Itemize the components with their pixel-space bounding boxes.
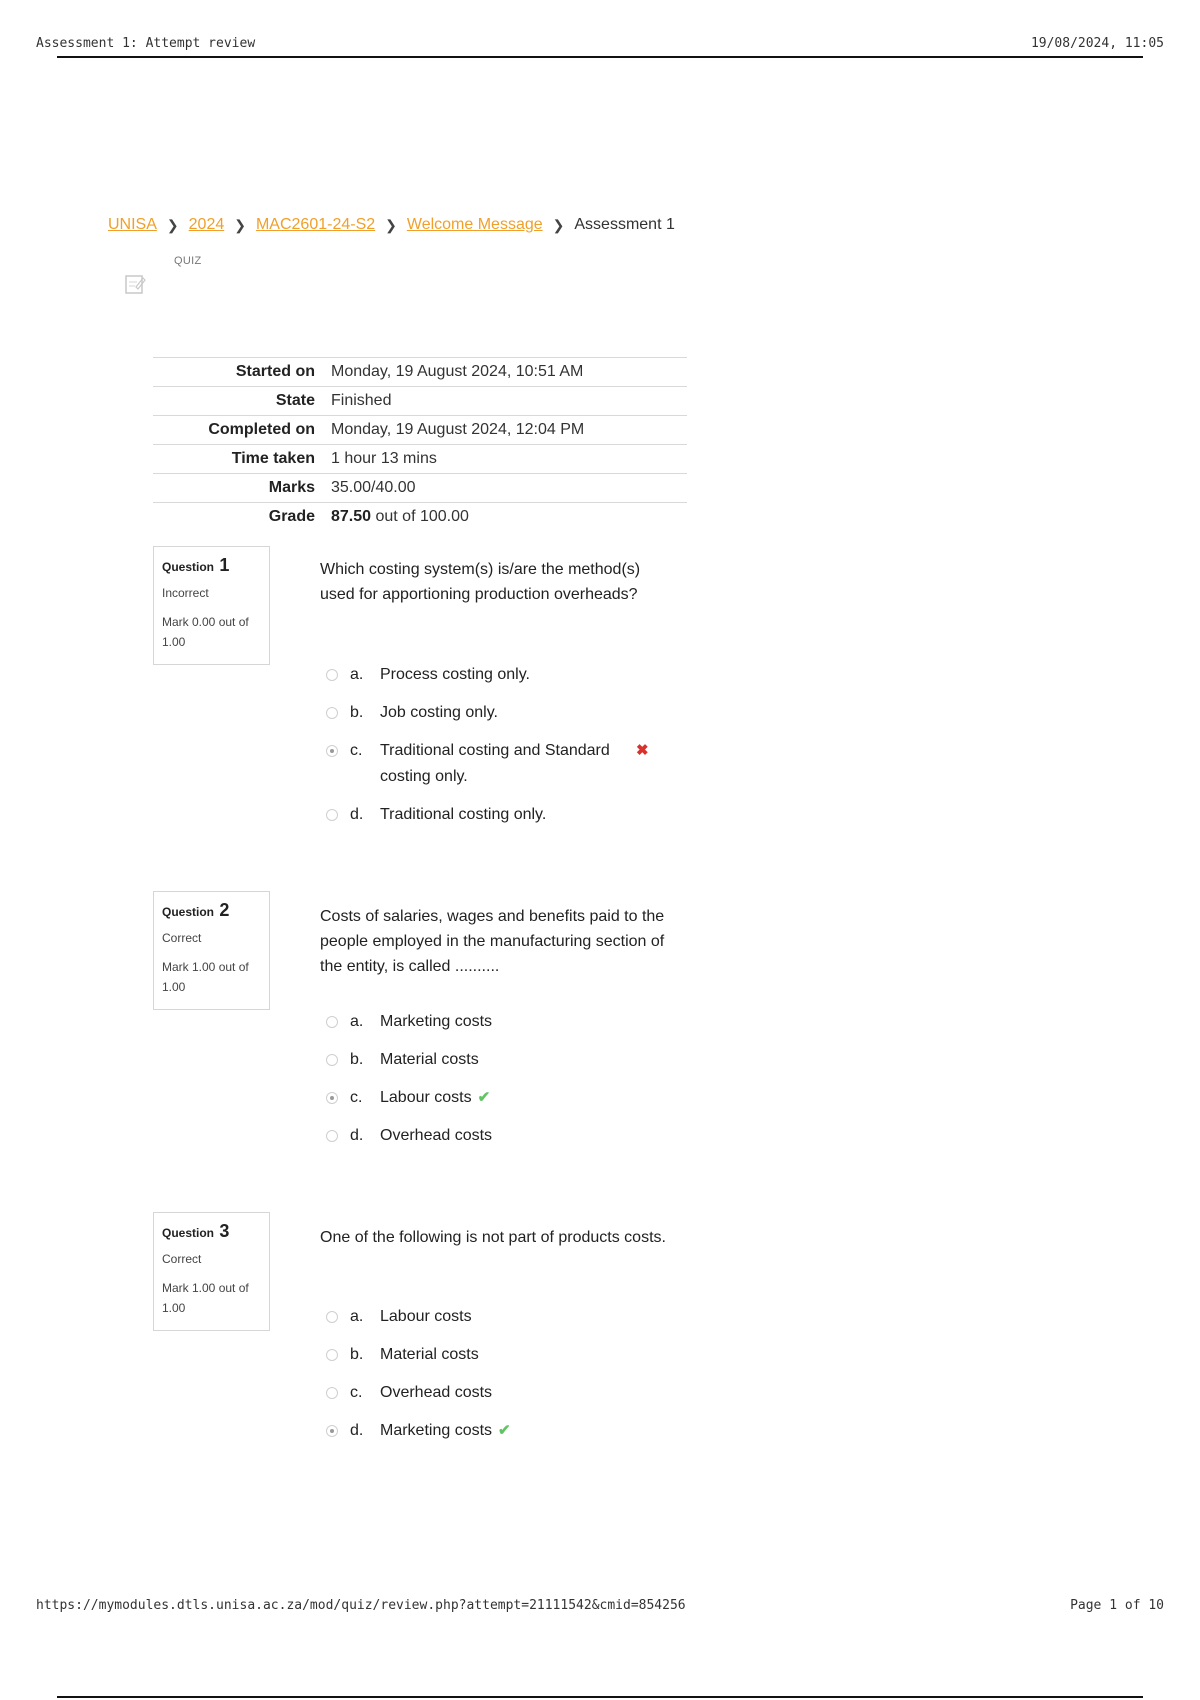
radio-button[interactable] [326, 669, 338, 681]
question-mark: Mark 0.00 out of 1.00 [162, 615, 249, 649]
answer-option[interactable] [326, 1123, 686, 1161]
answer-letter: c. [350, 742, 363, 759]
question-number [162, 1221, 261, 1242]
incorrect-icon: ✖ [636, 742, 649, 759]
radio-button[interactable] [326, 1387, 338, 1399]
question-info-3 [153, 1212, 270, 1331]
print-footer-url: https://mymodules.dtls.unisa.ac.za/mod/quiz/review.php?attempt=21111542&cmid=854256 [36, 1598, 686, 1613]
breadcrumb-link-year[interactable]: 2024 [188, 216, 225, 233]
grade-value: 87.50 [331, 508, 372, 525]
print-header-title: Assessment 1: Attempt review [36, 36, 256, 51]
answer-letter: d. [350, 1127, 364, 1144]
summary-label: Grade [268, 508, 315, 525]
answer-text: Overhead costs [380, 1384, 493, 1401]
radio-button-checked[interactable] [326, 745, 338, 757]
summary-row-grade [153, 503, 687, 532]
answer-letter: d. [350, 806, 364, 823]
answer-option-selected[interactable] [326, 1418, 686, 1456]
answer-letter: b. [350, 1051, 364, 1068]
summary-row [153, 474, 687, 503]
attempt-summary-table [153, 357, 687, 531]
grade-suffix: out of 100.00 [371, 508, 469, 525]
grade-value-cell [331, 503, 687, 532]
answer-letter: c. [350, 1089, 363, 1106]
answer-letter: d. [350, 1422, 364, 1439]
question-mark: Mark 1.00 out of 1.00 [162, 1281, 249, 1315]
answer-option[interactable] [326, 1009, 686, 1047]
radio-button-checked[interactable] [326, 1092, 338, 1104]
answer-text: Material costs [380, 1346, 479, 1363]
summary-label: Time taken [231, 450, 315, 467]
answer-option[interactable] [326, 700, 686, 738]
question-text-3: One of the following is not part of products costs. [320, 1229, 666, 1246]
activity-type-label: QUIZ [174, 255, 202, 267]
breadcrumb-link-module[interactable]: MAC2601-24-S2 [255, 216, 376, 233]
summary-label: State [275, 392, 315, 409]
radio-button[interactable] [326, 1349, 338, 1361]
summary-label: Marks [268, 479, 315, 496]
question-label: Question [162, 560, 215, 574]
answer-text: Process costing only. [380, 666, 530, 683]
answer-letter: a. [350, 1308, 364, 1325]
answer-text: Job costing only. [380, 704, 498, 721]
print-header-datetime: 19/08/2024, 11:05 [1030, 36, 1164, 51]
question-text-2: Costs of salaries, wages and benefits paid to the people employed in the manufacturing section of the entity, is called .......... [320, 908, 665, 975]
answer-option-selected[interactable] [326, 738, 686, 802]
summary-label: Started on [235, 363, 315, 380]
summary-value: 1 hour 13 mins [331, 450, 437, 467]
answer-option[interactable] [326, 1304, 686, 1342]
radio-button[interactable] [326, 1311, 338, 1323]
answer-option[interactable] [326, 1342, 686, 1380]
question-label: Question [162, 905, 215, 919]
print-footer [36, 1598, 1164, 1614]
print-footer-page: Page 1 of 10 [1070, 1598, 1164, 1613]
answer-text: Traditional costing only. [380, 806, 547, 823]
answer-text: Marketing costs [380, 1422, 493, 1439]
question-number-value: 3 [219, 1221, 230, 1241]
summary-value: 35.00/40.00 [331, 479, 416, 496]
radio-button-checked[interactable] [326, 1425, 338, 1437]
summary-row [153, 445, 687, 474]
question-number [162, 555, 261, 576]
radio-button[interactable] [326, 1054, 338, 1066]
answer-text: Labour costs [380, 1089, 472, 1106]
summary-label: Completed on [208, 421, 315, 438]
answer-letter: b. [350, 704, 364, 721]
chevron-right-icon: ❯ [234, 216, 246, 233]
question-number-value: 2 [219, 900, 230, 920]
answer-letter: a. [350, 666, 364, 683]
question-number [162, 900, 261, 921]
answer-option[interactable] [326, 802, 686, 840]
answer-option[interactable] [326, 1380, 686, 1418]
correct-check-icon: ✔ [477, 1089, 491, 1106]
answer-text: Traditional costing and Standard costing only. [380, 742, 610, 785]
answer-option[interactable] [326, 662, 686, 700]
breadcrumb-link-welcome[interactable]: Welcome Message [406, 216, 543, 233]
question-number-value: 1 [219, 555, 230, 575]
summary-row [153, 416, 687, 445]
correct-check-icon: ✔ [498, 1422, 511, 1439]
question-text-1: Which costing system(s) is/are the method(s) used for apportioning production overheads? [320, 561, 641, 603]
answer-list-3 [326, 1304, 686, 1456]
answer-option-selected[interactable] [326, 1085, 686, 1123]
quiz-icon [124, 273, 146, 295]
chevron-right-icon: ❯ [552, 216, 565, 233]
answer-list-1 [326, 662, 686, 840]
answer-text: Labour costs [380, 1308, 472, 1325]
radio-button[interactable] [326, 1016, 338, 1028]
question-info-2 [153, 891, 270, 1010]
breadcrumb [108, 216, 675, 234]
summary-value: Finished [331, 392, 392, 409]
answer-text: Overhead costs [380, 1127, 493, 1144]
answer-letter: b. [350, 1346, 364, 1363]
answer-letter: a. [350, 1013, 364, 1030]
breadcrumb-current: Assessment 1 [574, 216, 675, 233]
footer-rule [57, 1696, 1143, 1698]
radio-button[interactable] [326, 1130, 338, 1142]
answer-text: Marketing costs [380, 1013, 493, 1030]
answer-letter: c. [350, 1384, 363, 1401]
breadcrumb-link-unisa[interactable]: UNISA [108, 216, 157, 233]
chevron-right-icon: ❯ [166, 216, 179, 233]
print-header [36, 36, 1164, 52]
summary-value: Monday, 19 August 2024, 12:04 PM [331, 421, 585, 438]
question-state: Correct [162, 1252, 202, 1266]
question-label: Question [162, 1226, 215, 1240]
answer-option[interactable] [326, 1047, 686, 1085]
answer-text: Material costs [380, 1051, 479, 1068]
summary-row [153, 358, 687, 387]
answer-list-2 [326, 1009, 686, 1161]
chevron-right-icon: ❯ [385, 216, 397, 233]
question-mark: Mark 1.00 out of 1.00 [162, 960, 249, 994]
header-rule [57, 56, 1143, 58]
summary-row [153, 387, 687, 416]
question-state: Incorrect [162, 586, 209, 600]
question-info-1 [153, 546, 270, 665]
question-state: Correct [162, 931, 202, 945]
radio-button[interactable] [326, 707, 338, 719]
summary-value: Monday, 19 August 2024, 10:51 AM [331, 363, 584, 380]
radio-button[interactable] [326, 809, 338, 821]
